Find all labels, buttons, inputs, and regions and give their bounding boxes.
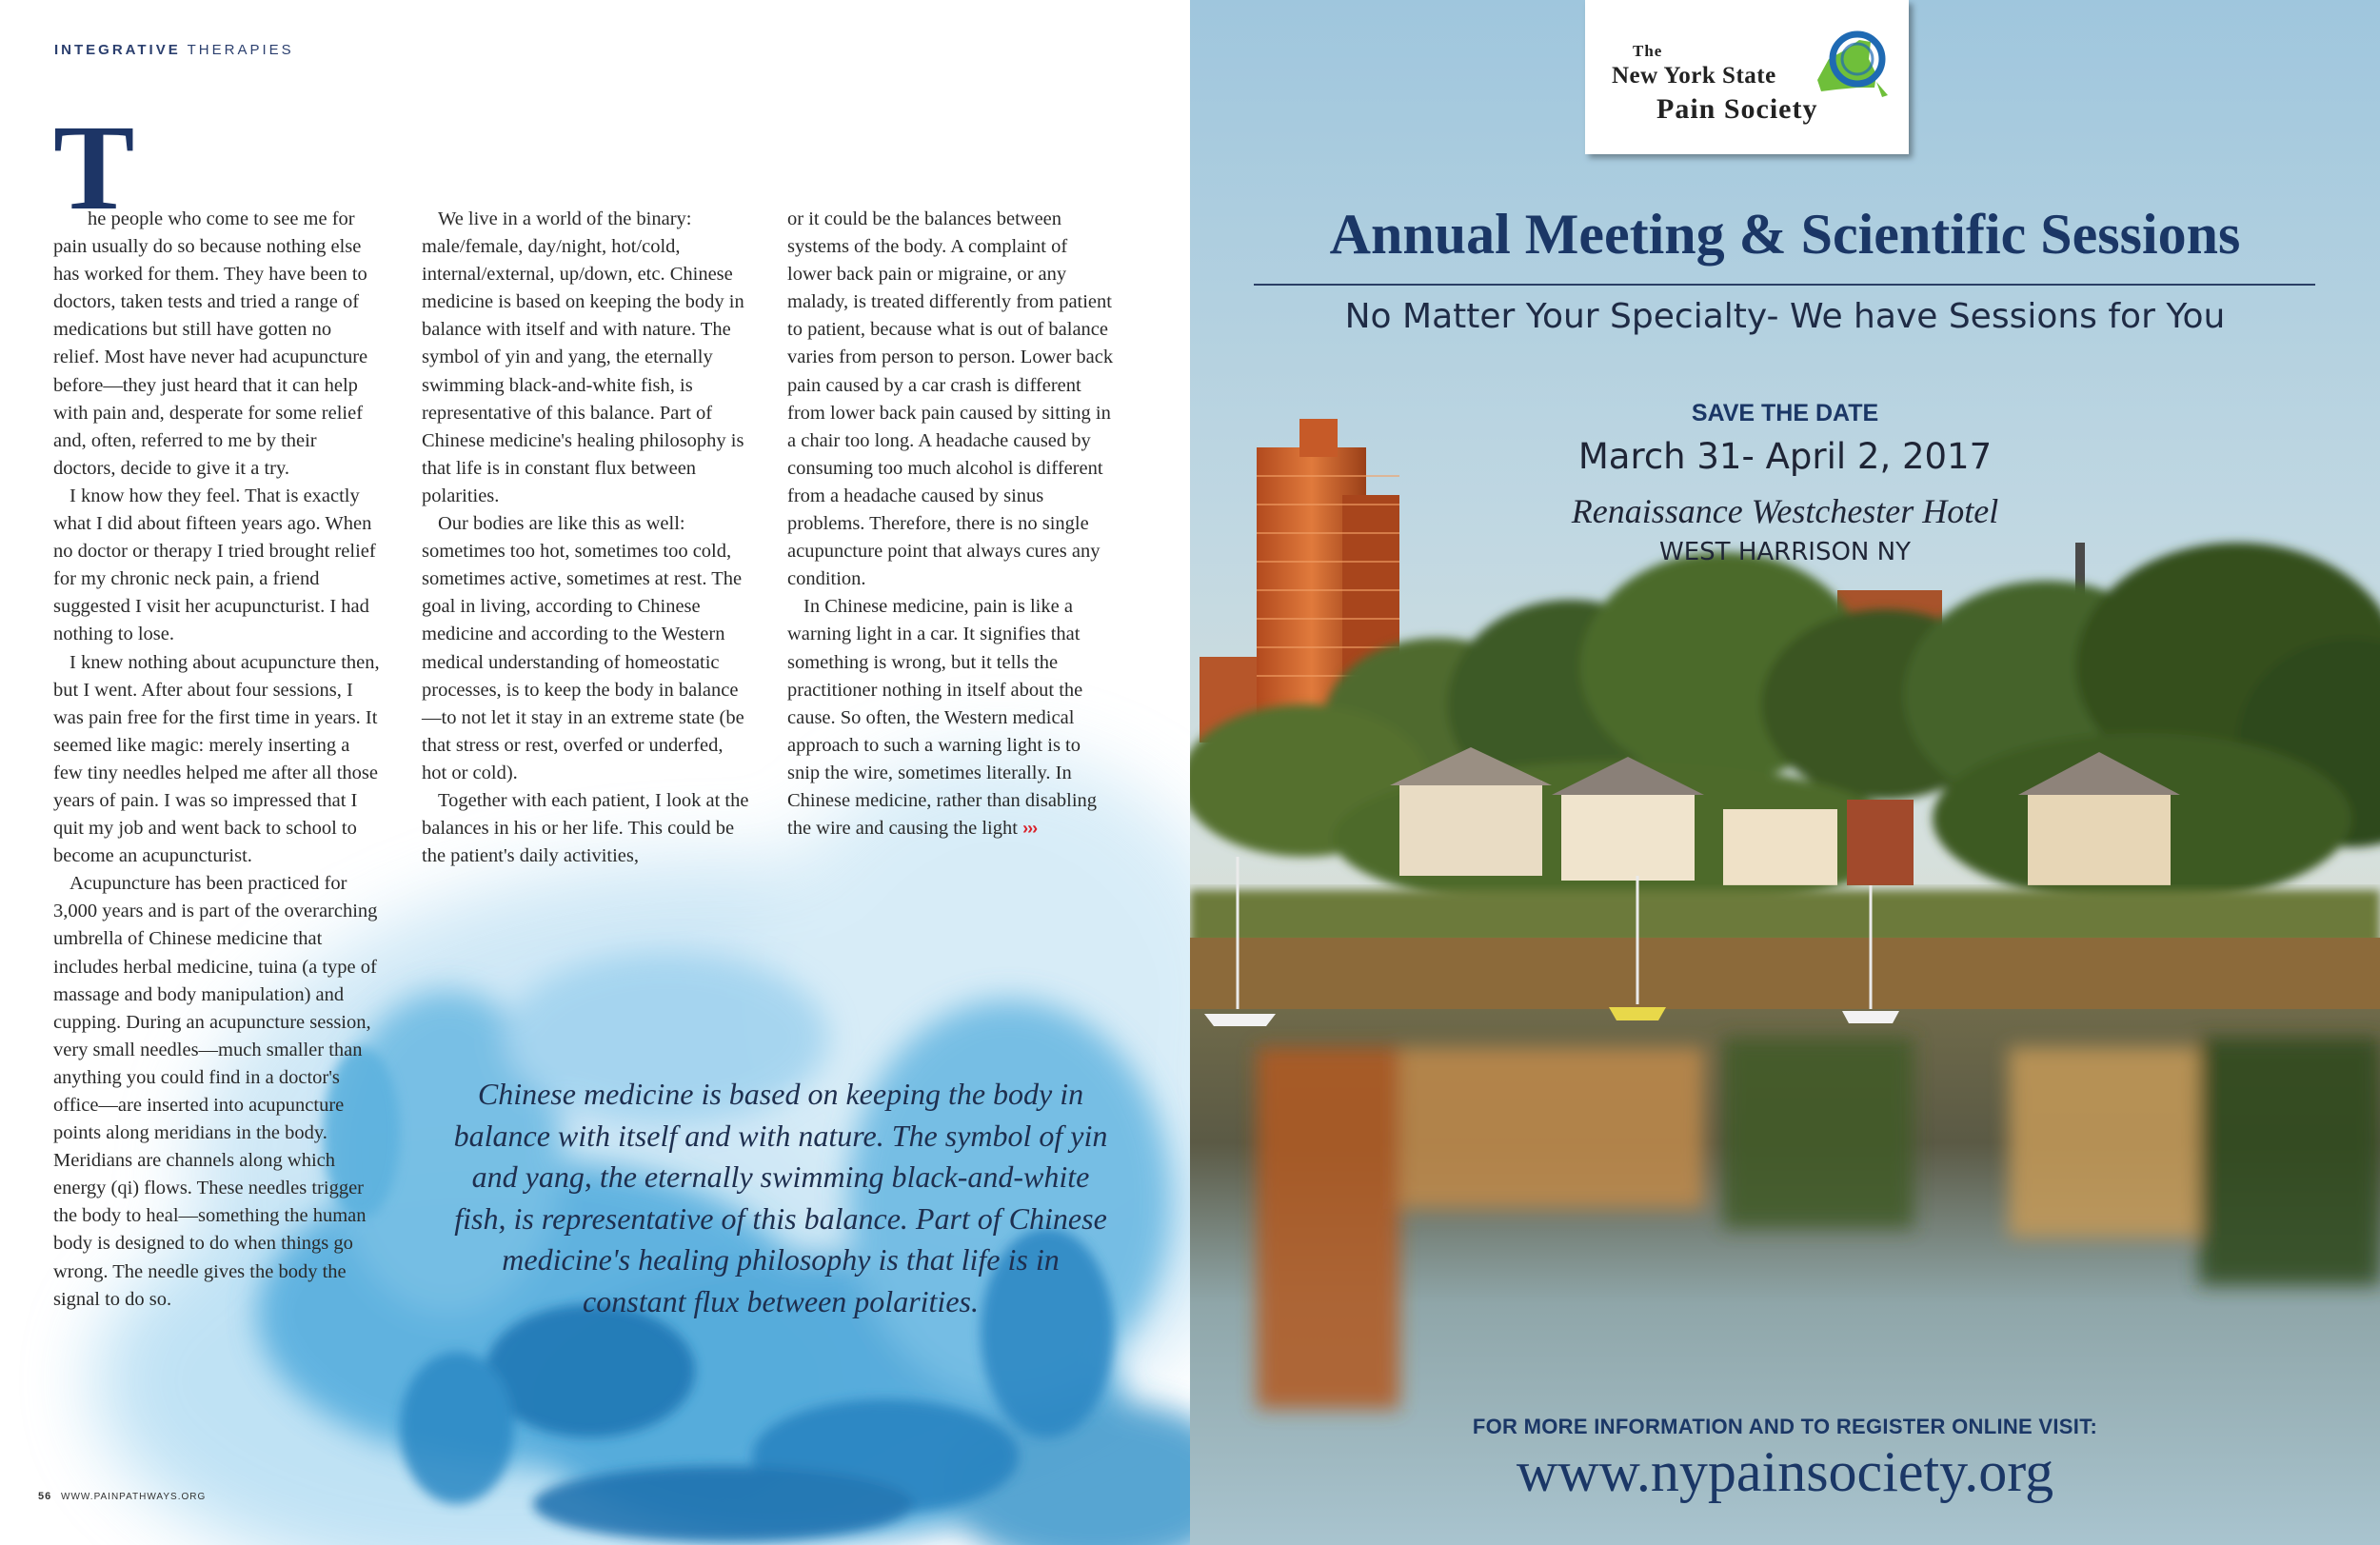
first-line: he people who come to see me: [88, 208, 327, 229]
paragraph-rest: for pain usually do so because nothing else has worked for them. They have been to doctors, taken tests and tried a range of medications but still have gotten no relief. Most have never had acupuncture before—they just heard that it can help with pain and, desperate for some relief and, often, referred to me by their doctors, decide to give it a try.: [53, 208, 368, 479]
society-logo: [1585, 0, 1909, 154]
article-paragraph: Acupuncture has been practiced for 3,000 years and is part of the overarching umbrella of Chinese medicine that includes herbal medicine, tuina (a type of massage and body manipulation) and cupping. During an acupuncture session, very small needles—much smaller than anything you could find in a doctor's office—are inserted into acupuncture points along meridians in the body. Meridians are channels along which energy (qi) flows. These needles trigger the body to heal—something the human body is designed to do when things go wrong. The needle gives the body the signal to do so.: [53, 873, 378, 1310]
section-label-bold: INTEGRATIVE: [54, 42, 181, 58]
article-column-3: [787, 206, 1116, 842]
save-the-date: SAVE THE DATE: [1691, 400, 1879, 426]
paragraph-text: In Chinese medicine, pain is like a warning light in a car. It signifies that something is wrong, but it tells the practitioner nothing in itself about the cause. So often, the Western medical approach to such a warning light is to snip the wire, sometimes literally. In Chinese medicine, rather than disabling the wire and causing the light: [787, 596, 1098, 840]
drop-cap: T: [53, 100, 135, 235]
logo-the: The: [1633, 42, 1663, 60]
article-column-1: [53, 206, 382, 1314]
article-paragraph: or it could be the balances between systems of the body. A complaint of lower back pain or migraine, or any malady, is treated differently from patient to patient, because what is out of balance varies from person to person. Lower back pain caused by a car crash is different from lower back pain caused by sitting in a chair too long. A headache caused by consuming too much alcohol is different from a headache caused by sinus problems. Therefore, there is no single acupuncture point that always cures any condition.: [787, 208, 1114, 590]
article-paragraph: [787, 593, 1116, 842]
folio-site: WWW.PAINPATHWAYS.ORG: [61, 1492, 207, 1502]
logo-new-york-state: New York State: [1612, 63, 1776, 89]
ad-subhead: No Matter Your Specialty- We have Sessions for You: [1344, 297, 2226, 336]
page-folio: [38, 1491, 206, 1502]
article-paragraph: Together with each patient, I look at the balances in his or her life. This could be the patient's daily activities,: [422, 789, 749, 867]
headline-divider: [1254, 284, 2315, 286]
advertisement-page: [1190, 0, 2380, 1545]
event-venue: Renaissance Westchester Hotel: [1571, 492, 1999, 530]
article-paragraph: [53, 206, 382, 483]
article-paragraph: I know how they feel. That is exactly what I did about fifteen years ago. When no doctor or therapy I tried brought relief for my chronic neck pain, a friend suggested I visit her acupuncturist. I had nothing to lose.: [53, 485, 376, 645]
event-city: WEST HARRISON NY: [1659, 538, 1911, 566]
article-paragraph: We live in a world of the binary: male/female, day/night, hot/cold, internal/external, up/down, etc. Chinese medicine is based on keeping the body in balance with itself and with nature. The symbol of yin and yang, the eternally swimming black-and-white fish, is representative of this balance. Part of Chinese medicine's healing philosophy is that life is in constant flux between polarities.: [422, 208, 744, 506]
society-url-link[interactable]: www.nypainsociety.org: [1516, 1440, 2054, 1503]
section-label-light: THERAPIES: [187, 42, 294, 58]
continue-arrows-icon: ›››: [1022, 819, 1038, 839]
ny-state-emblem-icon: [1800, 21, 1895, 116]
logo-pain-society: Pain Society: [1656, 93, 1818, 125]
pull-quote: Chinese medicine is based on keeping the body in balance with itself and with nature. The symbol of yin and yang, the eternally swimming black-and-white fish, is representative of this balance. Part of Chinese medicine's healing philosophy is that life is in constant flux between polarities.: [453, 1077, 1108, 1318]
ad-headline: Annual Meeting & Scientific Sessions: [1329, 203, 2241, 266]
section-label: [54, 42, 294, 58]
article-column-2: [422, 206, 750, 870]
register-info: FOR MORE INFORMATION AND TO REGISTER ONLINE VISIT:: [1472, 1415, 2098, 1438]
article-paragraph: Our bodies are like this as well: sometimes too hot, sometimes too cold, sometimes active, sometimes at rest. The goal in living, according to Chinese medicine and according to the Western medical understanding of homeostatic processes, is to keep the body in balance—to not let it stay in an extreme state (be that stress or rest, overfed or underfed, hot or cold).: [422, 513, 744, 783]
page-number: 56: [38, 1491, 52, 1502]
event-dates: March 31- April 2, 2017: [1577, 436, 1993, 477]
article-paragraph: I knew nothing about acupuncture then, but I went. After about four sessions, I was pain free for the first time in years. It seemed like magic: merely inserting a few tiny needles helped me after all those years of pain. I was so impressed that I quit my job and went back to school to become an acupuncturist.: [53, 651, 380, 867]
